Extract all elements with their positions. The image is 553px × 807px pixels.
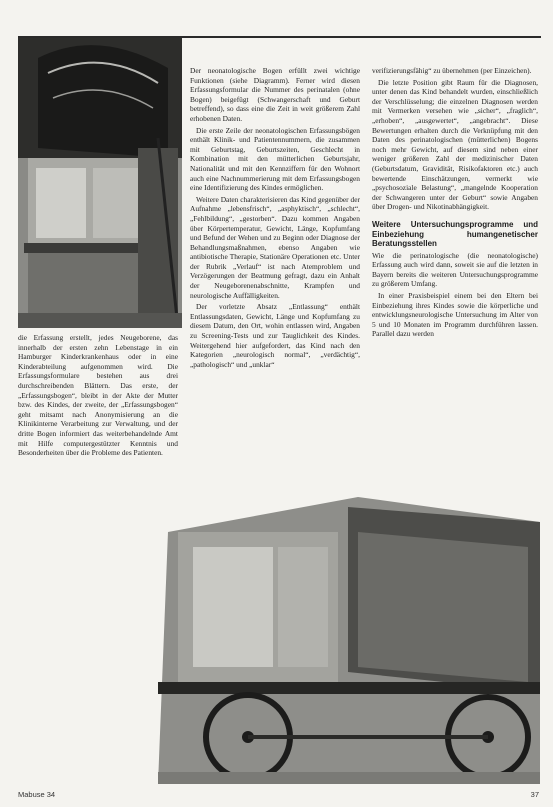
photo-top-pram	[18, 38, 182, 328]
photo-bottom-image	[158, 492, 540, 784]
column-right	[372, 66, 538, 341]
column-middle	[190, 66, 360, 371]
section-heading: Weitere Untersuchungsprogramme und Einbeziehung humangenetischer Beratungsstellen	[372, 219, 538, 249]
photo-top-image	[18, 38, 182, 328]
paragraph: die Erfassung erstellt, jedes Neugeborene, das innerhalb der ersten zehn Lebenstage in ein Hamburger Kinderkrankenhaus oder in eine Kinderabteilung aufgenommen wird. Die Erfassungsformulare bestehen aus drei durchschreibenden Blättern. Das erste, der „Erfassungsbogen“, bleibt in der Akte der Mutter bzw. des Kindes, der zweite, der „Erfassungsbogen“ geht mitsamt nach Anonymisierung an die Klinikinterne Verarbeitung zur Verwaltung, und der dritte Bogen informiert das weiterbehandelnde Amt mit Hilfe computergestützter Kenntnis und Besonderheiten über die Probleme des Patienten.	[18, 333, 178, 458]
photo-bottom-carriage	[158, 492, 540, 784]
page-number: 37	[530, 790, 539, 799]
footer-journal: Mabuse 34	[18, 790, 56, 799]
paragraph: In einer Praxisbeispiel einem bei den Eltern bei Einbeziehung ihres Kindes sowie die körperliche und entwicklungsneurologische Untersuchung im Alter von 5 und 10 Monaten im Programm durchführen lassen. Parallel dazu werden	[372, 291, 538, 339]
paragraph: Der neonatologische Bogen erfüllt zwei wichtige Funktionen (siehe Diagramm). Ferner wird diesen Erfassungsformular die Nummer des perinatalen (ohne Bogen) beigefügt (Schwangerschaft und Geburt betreffend), so dass eine die Zeit in weit größerem Zahl erhobenen Daten.	[190, 66, 360, 123]
paragraph: Weitere Daten charakterisieren das Kind gegenüber der Aufnahme „lebensfrisch“, „asphyktisch“, „schlecht“, „Fehlbildung“, „gestorben“. Dazu kommen Angaben über Körpertemperatur, Gewicht, Länge, Kopfumfang und Befund der Wehen und zu Beginn oder Diagnose der Behandlungsmaßnahmen, ebenso Angaben wie antibiotische Therapie, Stationäre Operationen etc. Unter der Rubrik „Verlauf“ ist nach Atemproblem und Verzögerungen der Beatmung gefragt, dazu ein Anhalt der Neugeborenenabschnitte, Krampfen und neurologische Auffälligkeiten.	[190, 194, 360, 300]
paragraph: Die letzte Position gibt Raum für die Diagnosen, unter denen das Kind behandelt wurden, einschließlich der Verschlüsselung; die einzelnen Diagnosen werden mit Vermerken versehen wie „sicher“, „fraglich“, „erhoben“, „ausgewertet“, „angebracht“. Diese Bewertungen erhalten durch die Verknüpfung mit den Daten des perinatologischen (mütterlichen) Bogens noch mehr Gewicht, auf diesem sind neben einer weniger größeren Zahl der medizinischer Daten (Geburtsdatum, Gravidität, Risikofaktoren etc.) auch bewertende Einschätzungen, vermerkt wie „psychosoziale Belastung“, „mangelnde Kooperation der Schwangeren unter der Geburt“ sowie Angaben über Drogen- und Nikotinabhängigkeit.	[372, 77, 538, 212]
paragraph: verifizierungsfähig“ zu übernehmen (per Einzeichen).	[372, 66, 532, 75]
paragraph: Die erste Zeile der neonatologischen Erfassungsbögen enthält Klinik- und Patientennummern, die zusammen mit Geburtstag, Geburtszeiten, Geschlecht in Kombination mit den mütterlichen Geburtsjahr, Nationalität und mit den Kennziffern für den Wohnort auch eine Nachnummerierung mit dem Erfassungsbogen eine Identifizierung des Kindes ermöglichen.	[190, 125, 360, 193]
column-left	[18, 333, 178, 460]
paragraph: Der vorletzte Absatz „Entlassung“ enthält Entlassungsdaten, Gewicht, Länge und Kopfumfang zu diesem Datum, den Ort, wohin entlassen wird, Angaben zu Screening-Tests und zur Tauglichkeit des Kindes. Weitergehend hier aufgefordert, das Kind nach den Kategorien „neurologisch normal“, „verdächtig“, „pathologisch“ und „unklar“	[190, 302, 360, 369]
paragraph: Wie die perinatologische (die neonatologische) Erfassung auch wird dann, soweit sie auf die letzten in Bayern bereits die weiteren Untersuchungsprogramme zu größerem Umfang.	[372, 250, 538, 289]
